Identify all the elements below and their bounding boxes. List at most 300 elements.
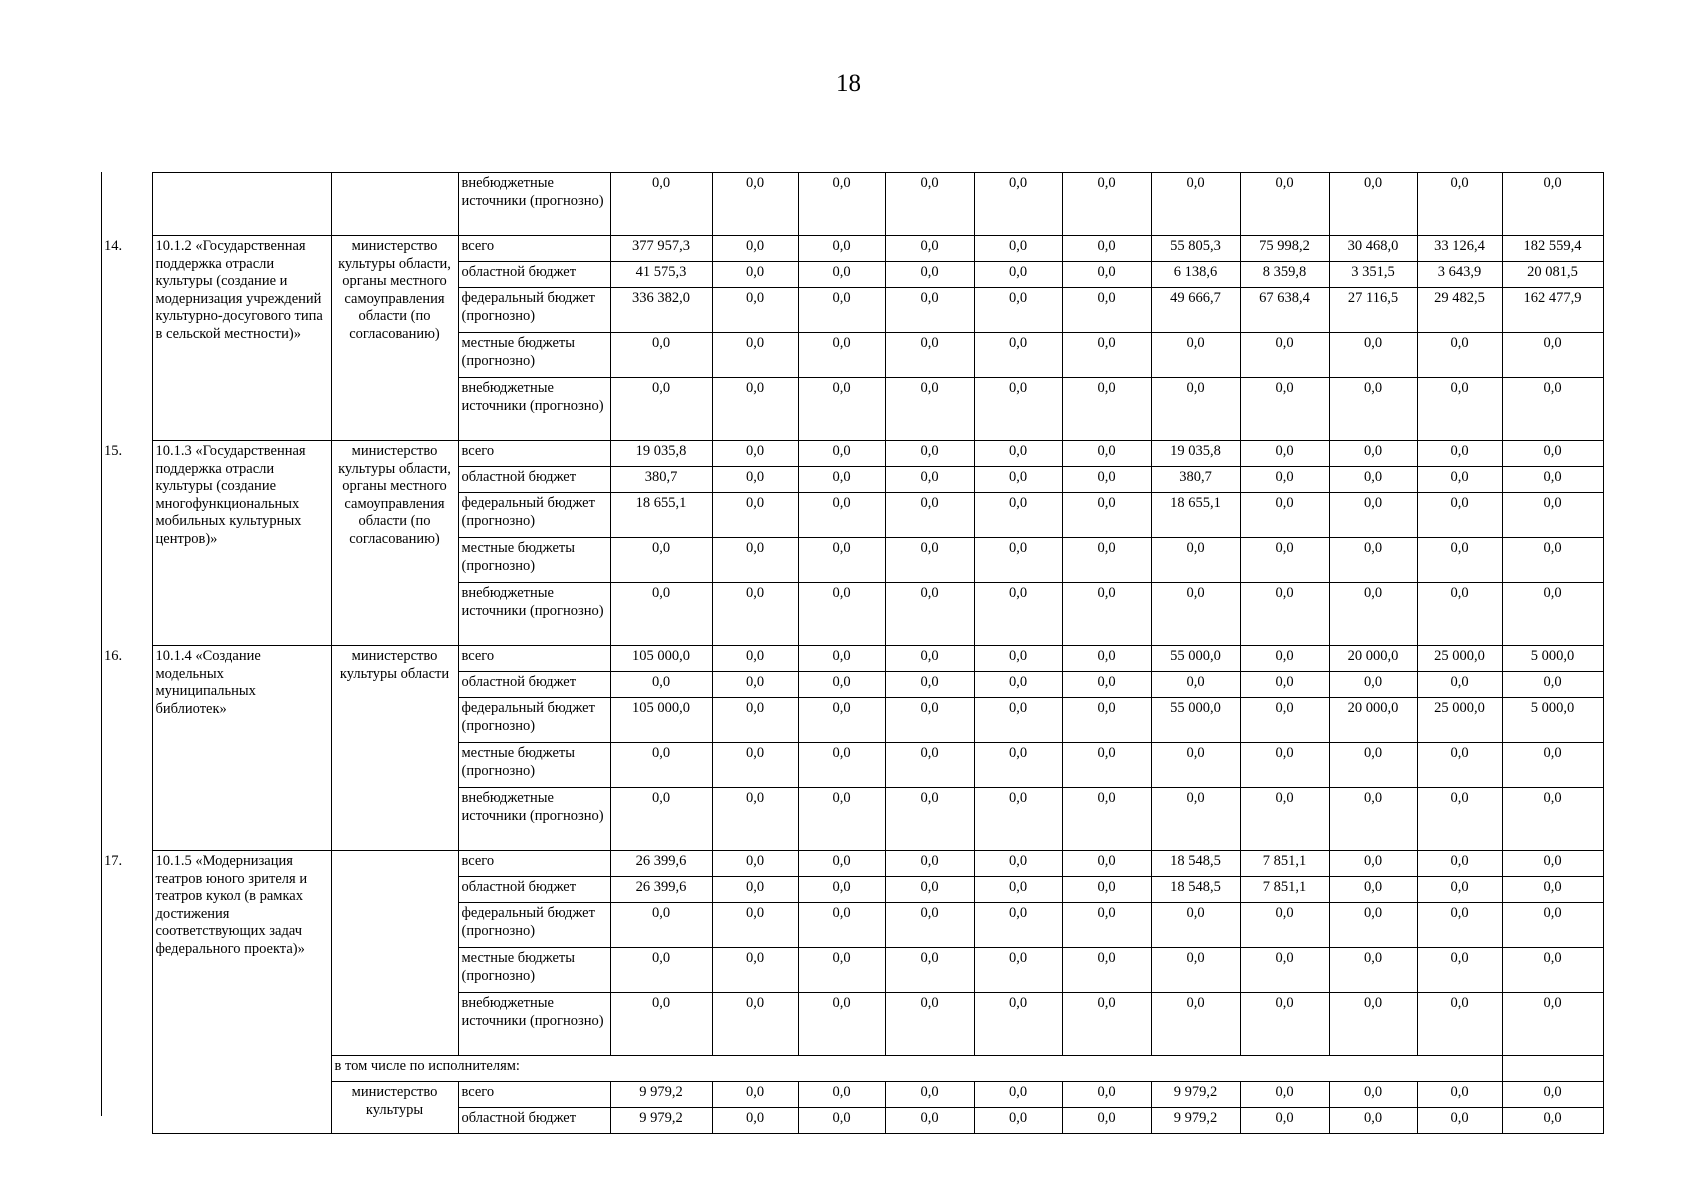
value-cell: 0,0 — [885, 788, 974, 851]
value-cell: 0,0 — [974, 441, 1062, 467]
indicator-cell: местные бюджеты (прогнозно) — [458, 948, 610, 993]
value-cell: 0,0 — [885, 441, 974, 467]
value-cell: 0,0 — [885, 903, 974, 948]
value-cell: 0,0 — [712, 173, 798, 236]
value-cell: 0,0 — [712, 1082, 798, 1108]
value-cell: 6 138,6 — [1151, 262, 1240, 288]
value-cell: 0,0 — [1062, 538, 1151, 583]
item-number: 16. — [101, 646, 152, 851]
value-cell: 0,0 — [1329, 993, 1417, 1056]
value-cell: 8 359,8 — [1240, 262, 1329, 288]
value-cell: 0,0 — [712, 903, 798, 948]
value-cell: 0,0 — [885, 877, 974, 903]
number-cell — [101, 173, 152, 236]
indicator-cell: всего — [458, 851, 610, 877]
item-name: 10.1.2 «Государственная поддержка отрасли культуры (создание и модернизация учреждений культурно-досугового типа в сельской местности)» — [152, 236, 331, 441]
item-name: 10.1.4 «Создание модельных муниципальных библиотек» — [152, 646, 331, 851]
indicator-cell: всего — [458, 646, 610, 672]
value-cell: 0,0 — [1062, 333, 1151, 378]
value-cell: 0,0 — [1062, 672, 1151, 698]
value-cell: 0,0 — [1240, 441, 1329, 467]
value-cell: 0,0 — [974, 903, 1062, 948]
value-cell: 0,0 — [1329, 467, 1417, 493]
value-cell: 0,0 — [1329, 1108, 1417, 1134]
value-cell: 0,0 — [1417, 378, 1502, 441]
value-cell: 19 035,8 — [610, 441, 712, 467]
value-cell: 0,0 — [1502, 1108, 1603, 1134]
value-cell: 0,0 — [1240, 467, 1329, 493]
value-cell: 0,0 — [1151, 993, 1240, 1056]
table-row — [101, 441, 1603, 467]
value-cell: 9 979,2 — [610, 1082, 712, 1108]
value-cell: 377 957,3 — [610, 236, 712, 262]
value-cell: 0,0 — [798, 173, 885, 236]
value-cell: 0,0 — [1062, 788, 1151, 851]
value-cell: 0,0 — [712, 948, 798, 993]
value-cell: 0,0 — [885, 743, 974, 788]
value-cell: 0,0 — [712, 236, 798, 262]
value-cell: 0,0 — [885, 583, 974, 646]
item-executor — [331, 851, 458, 1056]
value-cell: 18 655,1 — [1151, 493, 1240, 538]
value-cell: 0,0 — [712, 538, 798, 583]
value-cell: 0,0 — [885, 538, 974, 583]
table-row — [101, 236, 1603, 262]
item-executor: министерство культуры области — [331, 646, 458, 851]
value-cell: 0,0 — [1417, 948, 1502, 993]
value-cell: 0,0 — [798, 672, 885, 698]
value-cell: 182 559,4 — [1502, 236, 1603, 262]
indicator-cell: внебюджетные источники (прогнозно) — [458, 173, 610, 236]
value-cell: 0,0 — [1502, 851, 1603, 877]
value-cell: 0,0 — [798, 441, 885, 467]
value-cell: 0,0 — [1240, 903, 1329, 948]
value-cell: 0,0 — [1062, 583, 1151, 646]
value-cell: 0,0 — [1417, 993, 1502, 1056]
value-cell: 5 000,0 — [1502, 698, 1603, 743]
value-cell: 0,0 — [712, 467, 798, 493]
value-cell: 0,0 — [885, 672, 974, 698]
value-cell: 0,0 — [1417, 743, 1502, 788]
value-cell: 0,0 — [885, 262, 974, 288]
value-cell: 0,0 — [610, 993, 712, 1056]
value-cell: 0,0 — [1151, 788, 1240, 851]
value-cell: 0,0 — [798, 851, 885, 877]
value-cell: 0,0 — [1062, 743, 1151, 788]
value-cell: 0,0 — [798, 948, 885, 993]
value-cell: 0,0 — [1417, 333, 1502, 378]
value-cell: 0,0 — [1062, 851, 1151, 877]
value-cell: 0,0 — [1329, 948, 1417, 993]
value-cell: 0,0 — [1151, 378, 1240, 441]
value-cell: 0,0 — [1329, 903, 1417, 948]
value-cell: 0,0 — [1502, 333, 1603, 378]
value-cell: 7 851,1 — [1240, 851, 1329, 877]
value-cell: 0,0 — [712, 441, 798, 467]
value-cell: 0,0 — [1502, 903, 1603, 948]
table-row — [101, 851, 1603, 877]
value-cell: 0,0 — [712, 333, 798, 378]
value-cell: 0,0 — [798, 333, 885, 378]
value-cell: 41 575,3 — [610, 262, 712, 288]
value-cell: 0,0 — [1417, 877, 1502, 903]
value-cell: 0,0 — [885, 948, 974, 993]
indicator-cell: местные бюджеты (прогнозно) — [458, 333, 610, 378]
value-cell: 0,0 — [712, 378, 798, 441]
value-cell: 0,0 — [885, 378, 974, 441]
value-cell: 0,0 — [885, 236, 974, 262]
subheading-cell: в том числе по исполнителям: — [331, 1056, 1502, 1082]
value-cell: 0,0 — [798, 493, 885, 538]
value-cell: 0,0 — [1062, 173, 1151, 236]
value-cell: 20 081,5 — [1502, 262, 1603, 288]
value-cell: 25 000,0 — [1417, 646, 1502, 672]
value-cell: 0,0 — [974, 993, 1062, 1056]
indicator-cell: внебюджетные источники (прогнозно) — [458, 788, 610, 851]
value-cell: 49 666,7 — [1151, 288, 1240, 333]
value-cell: 0,0 — [610, 948, 712, 993]
value-cell: 0,0 — [798, 903, 885, 948]
value-cell: 0,0 — [610, 333, 712, 378]
item-number: 15. — [101, 441, 152, 646]
value-cell: 0,0 — [1417, 1108, 1502, 1134]
value-cell: 0,0 — [885, 493, 974, 538]
value-cell: 0,0 — [974, 877, 1062, 903]
sub-executor: министерство культуры — [331, 1082, 458, 1134]
value-cell: 0,0 — [1502, 538, 1603, 583]
value-cell: 0,0 — [1062, 493, 1151, 538]
value-cell: 0,0 — [712, 646, 798, 672]
indicator-cell: местные бюджеты (прогнозно) — [458, 743, 610, 788]
value-cell: 0,0 — [885, 467, 974, 493]
value-cell: 0,0 — [1240, 646, 1329, 672]
value-cell: 0,0 — [798, 288, 885, 333]
value-cell: 0,0 — [1240, 743, 1329, 788]
value-cell: 0,0 — [1502, 467, 1603, 493]
value-cell: 0,0 — [1240, 698, 1329, 743]
value-cell: 0,0 — [610, 378, 712, 441]
value-cell: 0,0 — [1417, 583, 1502, 646]
value-cell: 0,0 — [974, 467, 1062, 493]
value-cell: 0,0 — [610, 903, 712, 948]
table-body — [101, 173, 1603, 1134]
value-cell: 0,0 — [1240, 493, 1329, 538]
value-cell: 0,0 — [712, 262, 798, 288]
value-cell: 27 116,5 — [1329, 288, 1417, 333]
value-cell: 0,0 — [974, 646, 1062, 672]
value-cell: 0,0 — [1062, 1082, 1151, 1108]
value-cell: 0,0 — [1062, 441, 1151, 467]
value-cell: 0,0 — [1417, 467, 1502, 493]
value-cell: 0,0 — [1329, 441, 1417, 467]
value-cell: 0,0 — [974, 948, 1062, 993]
value-cell: 0,0 — [974, 236, 1062, 262]
value-cell: 0,0 — [1329, 378, 1417, 441]
value-cell: 18 548,5 — [1151, 877, 1240, 903]
value-cell: 0,0 — [712, 851, 798, 877]
value-cell: 0,0 — [974, 333, 1062, 378]
value-cell: 55 805,3 — [1151, 236, 1240, 262]
value-cell: 18 655,1 — [610, 493, 712, 538]
value-cell: 0,0 — [712, 672, 798, 698]
value-cell: 0,0 — [885, 1108, 974, 1134]
value-cell: 0,0 — [712, 583, 798, 646]
indicator-cell: внебюджетные источники (прогнозно) — [458, 583, 610, 646]
indicator-cell: всего — [458, 441, 610, 467]
value-cell: 75 998,2 — [1240, 236, 1329, 262]
item-name: 10.1.5 «Модернизация театров юного зрителя и театров кукол (в рамках достижения соответствующих задач федерального проекта)» — [152, 851, 331, 1134]
value-cell: 0,0 — [974, 743, 1062, 788]
value-cell: 0,0 — [1329, 743, 1417, 788]
value-cell: 0,0 — [798, 788, 885, 851]
value-cell: 0,0 — [1151, 903, 1240, 948]
value-cell: 0,0 — [798, 698, 885, 743]
value-cell: 0,0 — [712, 788, 798, 851]
value-cell: 67 638,4 — [1240, 288, 1329, 333]
value-cell: 0,0 — [1062, 877, 1151, 903]
value-cell: 0,0 — [885, 698, 974, 743]
value-cell: 0,0 — [610, 743, 712, 788]
value-cell: 0,0 — [1240, 378, 1329, 441]
value-cell: 105 000,0 — [610, 698, 712, 743]
value-cell: 0,0 — [974, 788, 1062, 851]
value-cell: 162 477,9 — [1502, 288, 1603, 333]
value-cell: 0,0 — [1062, 1108, 1151, 1134]
value-cell: 20 000,0 — [1329, 698, 1417, 743]
value-cell: 0,0 — [1240, 1108, 1329, 1134]
item-number: 17. — [101, 851, 152, 1134]
value-cell: 3 351,5 — [1329, 262, 1417, 288]
value-cell: 0,0 — [974, 288, 1062, 333]
value-cell: 9 979,2 — [1151, 1082, 1240, 1108]
value-cell: 0,0 — [798, 378, 885, 441]
indicator-cell: местные бюджеты (прогнозно) — [458, 538, 610, 583]
indicator-cell: всего — [458, 1082, 610, 1108]
value-cell: 0,0 — [974, 583, 1062, 646]
indicator-cell: федеральный бюджет (прогнозно) — [458, 698, 610, 743]
value-cell: 0,0 — [885, 333, 974, 378]
value-cell: 0,0 — [1329, 493, 1417, 538]
value-cell: 0,0 — [798, 1082, 885, 1108]
indicator-cell: всего — [458, 236, 610, 262]
indicator-cell: федеральный бюджет (прогнозно) — [458, 903, 610, 948]
value-cell: 0,0 — [974, 173, 1062, 236]
value-cell: 0,0 — [1240, 538, 1329, 583]
value-cell: 380,7 — [1151, 467, 1240, 493]
value-cell: 0,0 — [1240, 672, 1329, 698]
value-cell: 0,0 — [1062, 993, 1151, 1056]
value-cell: 0,0 — [798, 236, 885, 262]
value-cell: 0,0 — [974, 1082, 1062, 1108]
empty-cell — [1502, 1056, 1603, 1082]
value-cell: 0,0 — [798, 877, 885, 903]
value-cell: 0,0 — [1062, 262, 1151, 288]
value-cell: 0,0 — [1062, 288, 1151, 333]
value-cell: 0,0 — [1417, 788, 1502, 851]
value-cell: 0,0 — [1417, 672, 1502, 698]
value-cell: 0,0 — [712, 743, 798, 788]
value-cell: 0,0 — [1240, 173, 1329, 236]
value-cell: 26 399,6 — [610, 851, 712, 877]
indicator-cell: внебюджетные источники (прогнозно) — [458, 993, 610, 1056]
value-cell: 0,0 — [798, 646, 885, 672]
value-cell: 0,0 — [1502, 493, 1603, 538]
indicator-cell: областной бюджет — [458, 262, 610, 288]
value-cell: 0,0 — [798, 1108, 885, 1134]
value-cell: 0,0 — [1240, 1082, 1329, 1108]
value-cell: 9 979,2 — [610, 1108, 712, 1134]
indicator-cell: федеральный бюджет (прогнозно) — [458, 288, 610, 333]
value-cell: 0,0 — [974, 698, 1062, 743]
value-cell: 0,0 — [1329, 877, 1417, 903]
value-cell: 0,0 — [885, 288, 974, 333]
value-cell: 9 979,2 — [1151, 1108, 1240, 1134]
value-cell: 0,0 — [885, 851, 974, 877]
value-cell: 0,0 — [798, 583, 885, 646]
value-cell: 0,0 — [1502, 1082, 1603, 1108]
value-cell: 0,0 — [1062, 948, 1151, 993]
item-name: 10.1.3 «Государственная поддержка отрасли культуры (создание многофункциональных мобильных культурных центров)» — [152, 441, 331, 646]
value-cell: 33 126,4 — [1417, 236, 1502, 262]
value-cell: 0,0 — [798, 743, 885, 788]
value-cell: 0,0 — [1329, 672, 1417, 698]
indicator-cell: областной бюджет — [458, 672, 610, 698]
value-cell: 26 399,6 — [610, 877, 712, 903]
indicator-cell: федеральный бюджет (прогнозно) — [458, 493, 610, 538]
value-cell: 0,0 — [1062, 467, 1151, 493]
value-cell: 0,0 — [974, 851, 1062, 877]
value-cell: 0,0 — [1062, 646, 1151, 672]
value-cell: 0,0 — [974, 262, 1062, 288]
budget-table — [101, 172, 1604, 1134]
value-cell: 0,0 — [1151, 173, 1240, 236]
value-cell: 0,0 — [798, 467, 885, 493]
value-cell: 0,0 — [1329, 851, 1417, 877]
executor-cell — [331, 173, 458, 236]
value-cell: 380,7 — [610, 467, 712, 493]
value-cell: 0,0 — [1502, 743, 1603, 788]
value-cell: 0,0 — [1062, 903, 1151, 948]
value-cell: 0,0 — [1417, 851, 1502, 877]
item-executor: министерство культуры области, органы местного самоуправления области (по согласованию) — [331, 441, 458, 646]
value-cell: 0,0 — [1151, 672, 1240, 698]
value-cell: 0,0 — [1151, 538, 1240, 583]
value-cell: 0,0 — [1240, 333, 1329, 378]
value-cell: 0,0 — [1329, 333, 1417, 378]
value-cell: 0,0 — [610, 672, 712, 698]
value-cell: 55 000,0 — [1151, 698, 1240, 743]
value-cell: 29 482,5 — [1417, 288, 1502, 333]
value-cell: 0,0 — [974, 493, 1062, 538]
indicator-cell: областной бюджет — [458, 467, 610, 493]
indicator-cell: областной бюджет — [458, 1108, 610, 1134]
value-cell: 0,0 — [1062, 378, 1151, 441]
name-cell — [152, 173, 331, 236]
value-cell: 0,0 — [712, 698, 798, 743]
value-cell: 0,0 — [1417, 1082, 1502, 1108]
value-cell: 0,0 — [974, 378, 1062, 441]
value-cell: 0,0 — [1151, 743, 1240, 788]
value-cell: 0,0 — [885, 173, 974, 236]
value-cell: 0,0 — [1417, 493, 1502, 538]
value-cell: 0,0 — [1240, 788, 1329, 851]
value-cell: 0,0 — [610, 173, 712, 236]
value-cell: 0,0 — [1329, 538, 1417, 583]
value-cell: 0,0 — [885, 993, 974, 1056]
value-cell: 0,0 — [1329, 788, 1417, 851]
value-cell: 25 000,0 — [1417, 698, 1502, 743]
value-cell: 0,0 — [798, 538, 885, 583]
value-cell: 0,0 — [1062, 236, 1151, 262]
value-cell: 0,0 — [1151, 333, 1240, 378]
value-cell: 0,0 — [885, 646, 974, 672]
value-cell: 0,0 — [1240, 948, 1329, 993]
value-cell: 0,0 — [1502, 378, 1603, 441]
value-cell: 336 382,0 — [610, 288, 712, 333]
value-cell: 0,0 — [798, 993, 885, 1056]
indicator-cell: внебюджетные источники (прогнозно) — [458, 378, 610, 441]
page-number: 18 — [836, 70, 861, 97]
value-cell: 0,0 — [712, 993, 798, 1056]
value-cell: 0,0 — [712, 493, 798, 538]
value-cell: 0,0 — [1502, 948, 1603, 993]
table-row — [101, 646, 1603, 672]
value-cell: 0,0 — [1329, 173, 1417, 236]
value-cell: 0,0 — [885, 1082, 974, 1108]
value-cell: 0,0 — [1502, 173, 1603, 236]
value-cell: 0,0 — [1502, 877, 1603, 903]
value-cell: 0,0 — [1417, 441, 1502, 467]
value-cell: 0,0 — [712, 288, 798, 333]
value-cell: 55 000,0 — [1151, 646, 1240, 672]
item-number: 14. — [101, 236, 152, 441]
value-cell: 0,0 — [610, 788, 712, 851]
value-cell: 0,0 — [712, 877, 798, 903]
value-cell: 20 000,0 — [1329, 646, 1417, 672]
value-cell: 0,0 — [1417, 538, 1502, 583]
value-cell: 0,0 — [1151, 583, 1240, 646]
value-cell: 0,0 — [1329, 583, 1417, 646]
value-cell: 0,0 — [1502, 993, 1603, 1056]
value-cell: 0,0 — [1240, 993, 1329, 1056]
value-cell: 0,0 — [1417, 173, 1502, 236]
value-cell: 0,0 — [610, 538, 712, 583]
value-cell: 105 000,0 — [610, 646, 712, 672]
value-cell: 0,0 — [974, 1108, 1062, 1134]
value-cell: 0,0 — [798, 262, 885, 288]
value-cell: 5 000,0 — [1502, 646, 1603, 672]
value-cell: 0,0 — [1502, 672, 1603, 698]
value-cell: 19 035,8 — [1151, 441, 1240, 467]
table-row — [101, 173, 1603, 236]
value-cell: 0,0 — [1240, 583, 1329, 646]
value-cell: 0,0 — [1502, 583, 1603, 646]
value-cell: 7 851,1 — [1240, 877, 1329, 903]
value-cell: 0,0 — [1329, 1082, 1417, 1108]
value-cell: 0,0 — [1151, 948, 1240, 993]
value-cell: 0,0 — [1417, 903, 1502, 948]
value-cell: 0,0 — [610, 583, 712, 646]
value-cell: 0,0 — [974, 672, 1062, 698]
value-cell: 0,0 — [712, 1108, 798, 1134]
item-executor: министерство культуры области, органы местного самоуправления области (по согласованию) — [331, 236, 458, 441]
value-cell: 3 643,9 — [1417, 262, 1502, 288]
value-cell: 18 548,5 — [1151, 851, 1240, 877]
value-cell: 0,0 — [1502, 788, 1603, 851]
indicator-cell: областной бюджет — [458, 877, 610, 903]
value-cell: 0,0 — [1062, 698, 1151, 743]
value-cell: 30 468,0 — [1329, 236, 1417, 262]
